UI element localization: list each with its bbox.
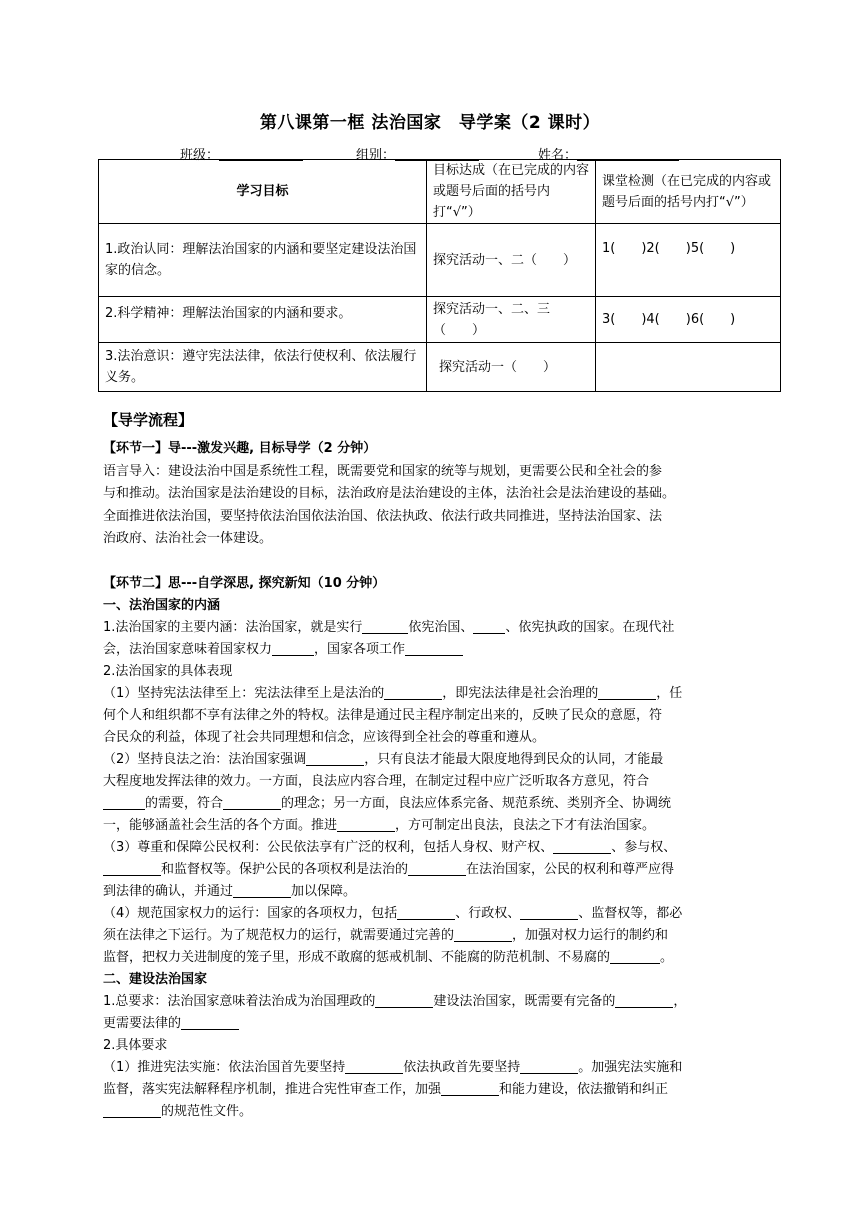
answer-blank[interactable] xyxy=(397,905,455,920)
check-cell[interactable]: 1( )2( )5( ) xyxy=(596,224,781,297)
text: （4）规范国家权力的运行：国家的各项权力，包括 xyxy=(103,906,398,921)
header-class-check: 课堂检测（在已完成的内容或题号后面的括号内打“√”） xyxy=(596,160,781,224)
text-line xyxy=(103,1014,239,1034)
answer-blank[interactable] xyxy=(610,949,660,964)
text: 监督，把权力关进制度的笼子里，形成不敢腐的惩戒机制、不能腐的防范机制、不易腐的 xyxy=(103,950,611,965)
text-line xyxy=(103,838,676,858)
text: ，加强对权力运行的制约和 xyxy=(512,928,669,943)
section2-heading: 【环节二】思---自学深思, 探究新知（10 分钟） xyxy=(103,576,386,591)
table-row xyxy=(99,343,781,392)
section1-text-line: 语言导入：建设法治中国是系统性工程，既需要党和国家的统等与规划，更需要公民和全社会的参 xyxy=(103,464,663,479)
answer-blank[interactable] xyxy=(473,619,505,634)
text: 会，法治国家意味着国家权力 xyxy=(103,642,273,657)
text-line: 合民众的利益，体现了社会共同理想和信念，应该得到全社会的尊重和遵从。 xyxy=(103,730,546,745)
group-label: 组别： xyxy=(356,148,396,163)
objectives-table xyxy=(98,159,781,392)
answer-blank[interactable] xyxy=(553,839,611,854)
text: 到法律的确认，并通过 xyxy=(103,884,234,899)
objective-cell: 1.政治认同：理解法治国家的内涵和要坚定建设法治国家的信念。 xyxy=(99,224,427,297)
text-line xyxy=(103,992,686,1012)
section1-text-line: 全面推进依法治国，要坚持依法治国依法治国、依法执政、依法行政共同推进，坚持法治国家、法 xyxy=(103,509,663,524)
check-cell[interactable] xyxy=(596,343,781,392)
answer-blank[interactable] xyxy=(598,685,656,700)
answer-blank[interactable] xyxy=(520,905,578,920)
text-line: 大程度地发挥法律的效力。一方面，良法应内容合理，在制定过程中应广泛听取各方意见，符合 xyxy=(103,774,650,789)
text: （1）推进宪法实施：依法治国首先要坚持 xyxy=(103,1060,346,1075)
text: 1.总要求：法治国家意味着法治成为治国理政的 xyxy=(103,994,376,1009)
text: 监督，落实宪法解释程序机制，推进合宪性审查工作，加强 xyxy=(103,1082,442,1097)
text: ，任 xyxy=(656,686,683,701)
answer-blank[interactable] xyxy=(223,795,281,810)
text-line xyxy=(103,948,673,968)
objective-cell: 2.科学精神：理解法治国家的内涵和要求。 xyxy=(99,297,427,343)
achievement-cell[interactable]: 探究活动一、二（ ） xyxy=(427,224,596,297)
text: 一，能够涵盖社会生活的各个方面。推进 xyxy=(103,818,338,833)
text: 依宪治国、 xyxy=(408,620,474,635)
text: ，国家各项工作 xyxy=(314,642,406,657)
text: ，只有良法才能最大限度地得到民众的认同，才能最 xyxy=(364,752,664,767)
answer-blank[interactable] xyxy=(520,1059,578,1074)
achievement-cell[interactable]: 探究活动一、二、三（ ） xyxy=(427,297,596,343)
text: ，即宪法法律是社会治理的 xyxy=(442,686,599,701)
answer-blank[interactable] xyxy=(272,641,314,656)
text: 和监督权等。保护公民的各项权利是法治的 xyxy=(161,862,409,877)
text: 、行政权、 xyxy=(455,906,521,921)
answer-blank[interactable] xyxy=(408,861,466,876)
text: 和能力建设，依法撤销和纠正 xyxy=(499,1082,669,1097)
table-row xyxy=(99,297,781,343)
text-line xyxy=(103,1102,252,1122)
answer-blank[interactable] xyxy=(362,619,408,634)
text-line xyxy=(103,618,674,638)
text: 依法执政首先要坚持 xyxy=(403,1060,521,1075)
text: 的规范性文件。 xyxy=(161,1104,253,1119)
answer-blank[interactable] xyxy=(103,795,145,810)
flow-heading: 【导学流程】 xyxy=(103,411,194,429)
answer-blank[interactable] xyxy=(306,751,364,766)
text: 、依宪执政的国家。在现代社 xyxy=(505,620,675,635)
text: 加以保障。 xyxy=(291,884,357,899)
answer-blank[interactable] xyxy=(233,883,291,898)
answer-blank[interactable] xyxy=(103,1103,161,1118)
answer-blank[interactable] xyxy=(384,685,442,700)
table-row xyxy=(99,224,781,297)
text-line: 2.具体要求 xyxy=(103,1038,168,1053)
answer-blank[interactable] xyxy=(103,861,161,876)
text-line: 何个人和组织都不享有法律之外的特权。法律是通过民主程序制定出来的，反映了民众的意愿，符 xyxy=(103,708,663,723)
text: 的理念；另一方面，良法应体系完备、规范系统、类别齐全、协调统 xyxy=(281,796,672,811)
answer-blank[interactable] xyxy=(337,817,395,832)
check-cell[interactable]: 3( )4( )6( ) xyxy=(596,297,781,343)
text: 的需要，符合 xyxy=(145,796,224,811)
text: 。 xyxy=(660,950,674,965)
answer-blank[interactable] xyxy=(181,1015,239,1030)
header-achievement: 目标达成（在已完成的内容或题号后面的括号内打“√”） xyxy=(427,160,596,224)
class-label: 班级： xyxy=(180,148,220,163)
text: （3）尊重和保障公民权利：公民依法享有广泛的权利，包括人身权、财产权、 xyxy=(103,840,554,855)
text-line xyxy=(103,794,671,814)
header-objectives: 学习目标 xyxy=(99,160,427,224)
text: 。加强宪法实施和 xyxy=(578,1060,683,1075)
text: 1.法治国家的主要内涵：法治国家，就是实行 xyxy=(103,620,363,635)
text: （1）坚持宪法法律至上：宪法法律至上是法治的 xyxy=(103,686,385,701)
text-line xyxy=(103,750,663,770)
part1-title: 一、法治国家的内涵 xyxy=(103,598,221,613)
answer-blank[interactable] xyxy=(441,1081,499,1096)
achievement-cell[interactable]: 探究活动一（ ） xyxy=(427,343,596,392)
name-label: 姓名： xyxy=(538,148,578,163)
page-title: 第八课第一框 法治国家 导学案（2 课时） xyxy=(259,113,601,133)
text-line xyxy=(103,860,674,880)
text: 、监督权等，都必 xyxy=(578,906,683,921)
text: ，方可制定出良法，良法之下才有法治国家。 xyxy=(395,818,656,833)
text-line xyxy=(103,640,463,660)
text-line xyxy=(103,1058,682,1078)
answer-blank[interactable] xyxy=(454,927,512,942)
section1-heading: 【环节一】导---激发兴趣, 目标导学（2 分钟） xyxy=(103,441,377,456)
answer-blank[interactable] xyxy=(405,641,463,656)
text-line xyxy=(103,882,356,902)
text-line xyxy=(103,684,682,704)
text: 、参与权、 xyxy=(611,840,677,855)
text: ， xyxy=(673,994,687,1009)
text: 更需要法律的 xyxy=(103,1016,182,1031)
objective-cell: 3.法治意识：遵守宪法法律，依法行使权利、依法履行义务。 xyxy=(99,343,427,392)
answer-blank[interactable] xyxy=(615,993,673,1008)
table-header-row xyxy=(99,160,781,224)
text-line xyxy=(103,816,655,836)
text: （2）坚持良法之治：法治国家强调 xyxy=(103,752,307,767)
text-line xyxy=(103,1080,668,1100)
section1-text-line: 与和推动。法治国家是法治建设的目标，法治政府是法治建设的主体，法治社会是法治建设的基础。 xyxy=(103,486,676,501)
text: 建设法治国家，既需要有完备的 xyxy=(433,994,616,1009)
section1-text-line: 治政府、法治社会一体建设。 xyxy=(103,531,273,546)
part2-title: 二、建设法治国家 xyxy=(103,972,208,987)
text-line xyxy=(103,926,668,946)
text: 在法治国家，公民的权利和尊严应得 xyxy=(466,862,675,877)
answer-blank[interactable] xyxy=(345,1059,403,1074)
text-line: 2.法治国家的具体表现 xyxy=(103,664,233,679)
answer-blank[interactable] xyxy=(375,993,433,1008)
text-line xyxy=(103,904,682,924)
text: 须在法律之下运行。为了规范权力的运行，就需要通过完善的 xyxy=(103,928,455,943)
